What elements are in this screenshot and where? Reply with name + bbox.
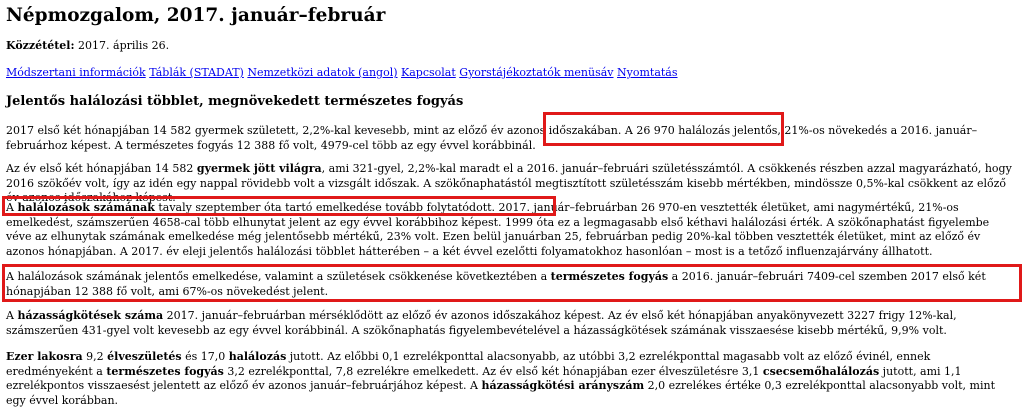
page-title: Népmozgalom, 2017. január–február bbox=[6, 5, 386, 26]
section-heading: Jelentős halálozási többlet, megnövekedett természetes fogyás bbox=[6, 94, 464, 109]
text-run: 9,2 bbox=[82, 350, 108, 363]
link-methodology[interactable]: Módszertani információk bbox=[6, 66, 146, 79]
text-run: jutott, ami 1,1 ezrelékpontos visszaesést jelentett az előző év azonos január–februárjához képest. A bbox=[6, 364, 962, 392]
paragraph-rates bbox=[6, 350, 1018, 408]
text-run: A bbox=[6, 201, 18, 214]
text-run: tavaly szeptember óta tartó emelkedése tovább folytatódott. 2017. január–februárban 26 970-en vesztették életüket, ami nagymértékű, 21%-os emelkedést, számszerűen 4658-cal több elhunytat jelent az egy évvel korábbihoz képest. 1999 óta ez a legmagasabb első kéthavi halálozási érték. A szökőnaphatást figyelembe véve az elhunytak számának emelkedése még jelentősebb mértékű, 23% volt. Ezen belül januárban 25, februárban pedig 20%-kal többen vesztették életüket, mint az előző év azonos hónapjában. A 2017. év eleji jelentős halálozási többlet hátterében – a két évvel ezelőtti folyamatokhoz hasonlóan – most is a tetőző influenzajárvány állhatott. bbox=[6, 201, 990, 258]
text-run: Az év első két hónapjában 14 582 bbox=[6, 162, 197, 175]
text-run: 2,0 ezrelékes értéke 0,3 ezrelékponttal alacsonyabb volt, mint egy évvel korábban. bbox=[6, 379, 996, 407]
bold-term: csecsemőhalálozás bbox=[762, 364, 880, 378]
bold-term: természetes fogyás bbox=[106, 364, 224, 378]
text-run: jutott. Az előbbi 0,1 ezrelékponttal alacsonyabb, az utóbbi 3,2 ezrelékponttal magasabb volt az előző évinél, ennek eredményeként a bbox=[6, 350, 931, 378]
bold-term: Ezer lakosra bbox=[6, 350, 83, 363]
bold-term: élveszületés bbox=[107, 350, 182, 363]
paragraph-deaths bbox=[6, 201, 1018, 259]
text-run: A 26 970 halálozás jelentős, 21%-os növekedés bbox=[624, 124, 888, 137]
link-international-data[interactable]: Nemzetközi adatok (angol) bbox=[247, 66, 398, 79]
bold-term: halálozás bbox=[228, 350, 287, 363]
bold-term: természetes fogyás bbox=[550, 270, 669, 283]
text-run: A halálozások számának jelentős emelkedése, valamint a születések csökkenése következtében a bbox=[6, 270, 551, 283]
published-date: 2017. április 26. bbox=[78, 39, 170, 52]
text-run: 2017. január–februárban mérséklődött az előző év azonos időszakához képest. Az év első két hónapjában anyakönyvezett 3227 frigy 12%-kal, számszerűen 431-gyel volt kevesebb az egy évvel korábbinál. A szökőnaphatás figyelembevételével a házasságkötések számának visszaesése kisebb mértékű, 9,9% volt. bbox=[6, 309, 957, 337]
link-menu[interactable]: Gyorstájékoztatók menüsáv bbox=[459, 66, 614, 79]
bold-term: házasságkötési arányszám bbox=[481, 379, 645, 392]
published-label: Közzététel: bbox=[6, 39, 75, 52]
text-run: 3,2 ezrelékponttal, 7,8 ezrelékre emelkedett. Az év első két hónapjában ezer élveszületésre 3,1 bbox=[223, 364, 763, 378]
link-print[interactable]: Nyomtatás bbox=[617, 66, 678, 79]
bold-term: halálozások számának bbox=[17, 201, 155, 214]
link-contact[interactable]: Kapcsolat bbox=[401, 66, 456, 79]
link-bar bbox=[6, 66, 678, 79]
paragraph-births bbox=[6, 162, 1018, 206]
bold-term: házasságkötések száma bbox=[17, 309, 164, 322]
publication-line bbox=[6, 39, 169, 52]
text-run: a 2016. január–februárhoz képest. A természetes fogyás 12 388 fő volt, 4979-cel több az egy évvel korábbinál. bbox=[6, 124, 978, 152]
text-run: és 17,0 bbox=[181, 350, 229, 363]
text-run: a 2016. január–februári 7409-cel szemben 2017 első két hónapjában 12 388 fő volt, ami 67%-os növekedést jelent. bbox=[6, 270, 986, 298]
paragraph-marriages bbox=[6, 309, 1018, 338]
link-tables[interactable]: Táblák (STADAT) bbox=[149, 66, 244, 79]
text-run: 2017 első két hónapjában 14 582 gyermek született, 2,2%-kal kevesebb, mint az előző év azonos időszakában. bbox=[6, 124, 625, 137]
text-run: , ami 321-gyel, 2,2%-kal maradt el a 2016. január–februári születésszámtól. A csökkenés részben azzal magyarázható, hogy 2016 szökőév volt, így az idén egy nappal rövidebb volt a vizsgált időszak. A szökőnaphatástól megtisztított születésszám kisebb mértékben, mindössze 0,5%-kal csökkent az előző év azonos időszakához képest. bbox=[6, 162, 1012, 204]
paragraph-summary bbox=[6, 124, 1018, 153]
text-run: A bbox=[6, 309, 18, 322]
paragraph-natural-decrease bbox=[6, 270, 1018, 299]
bold-term: gyermek jött világra bbox=[196, 162, 322, 175]
